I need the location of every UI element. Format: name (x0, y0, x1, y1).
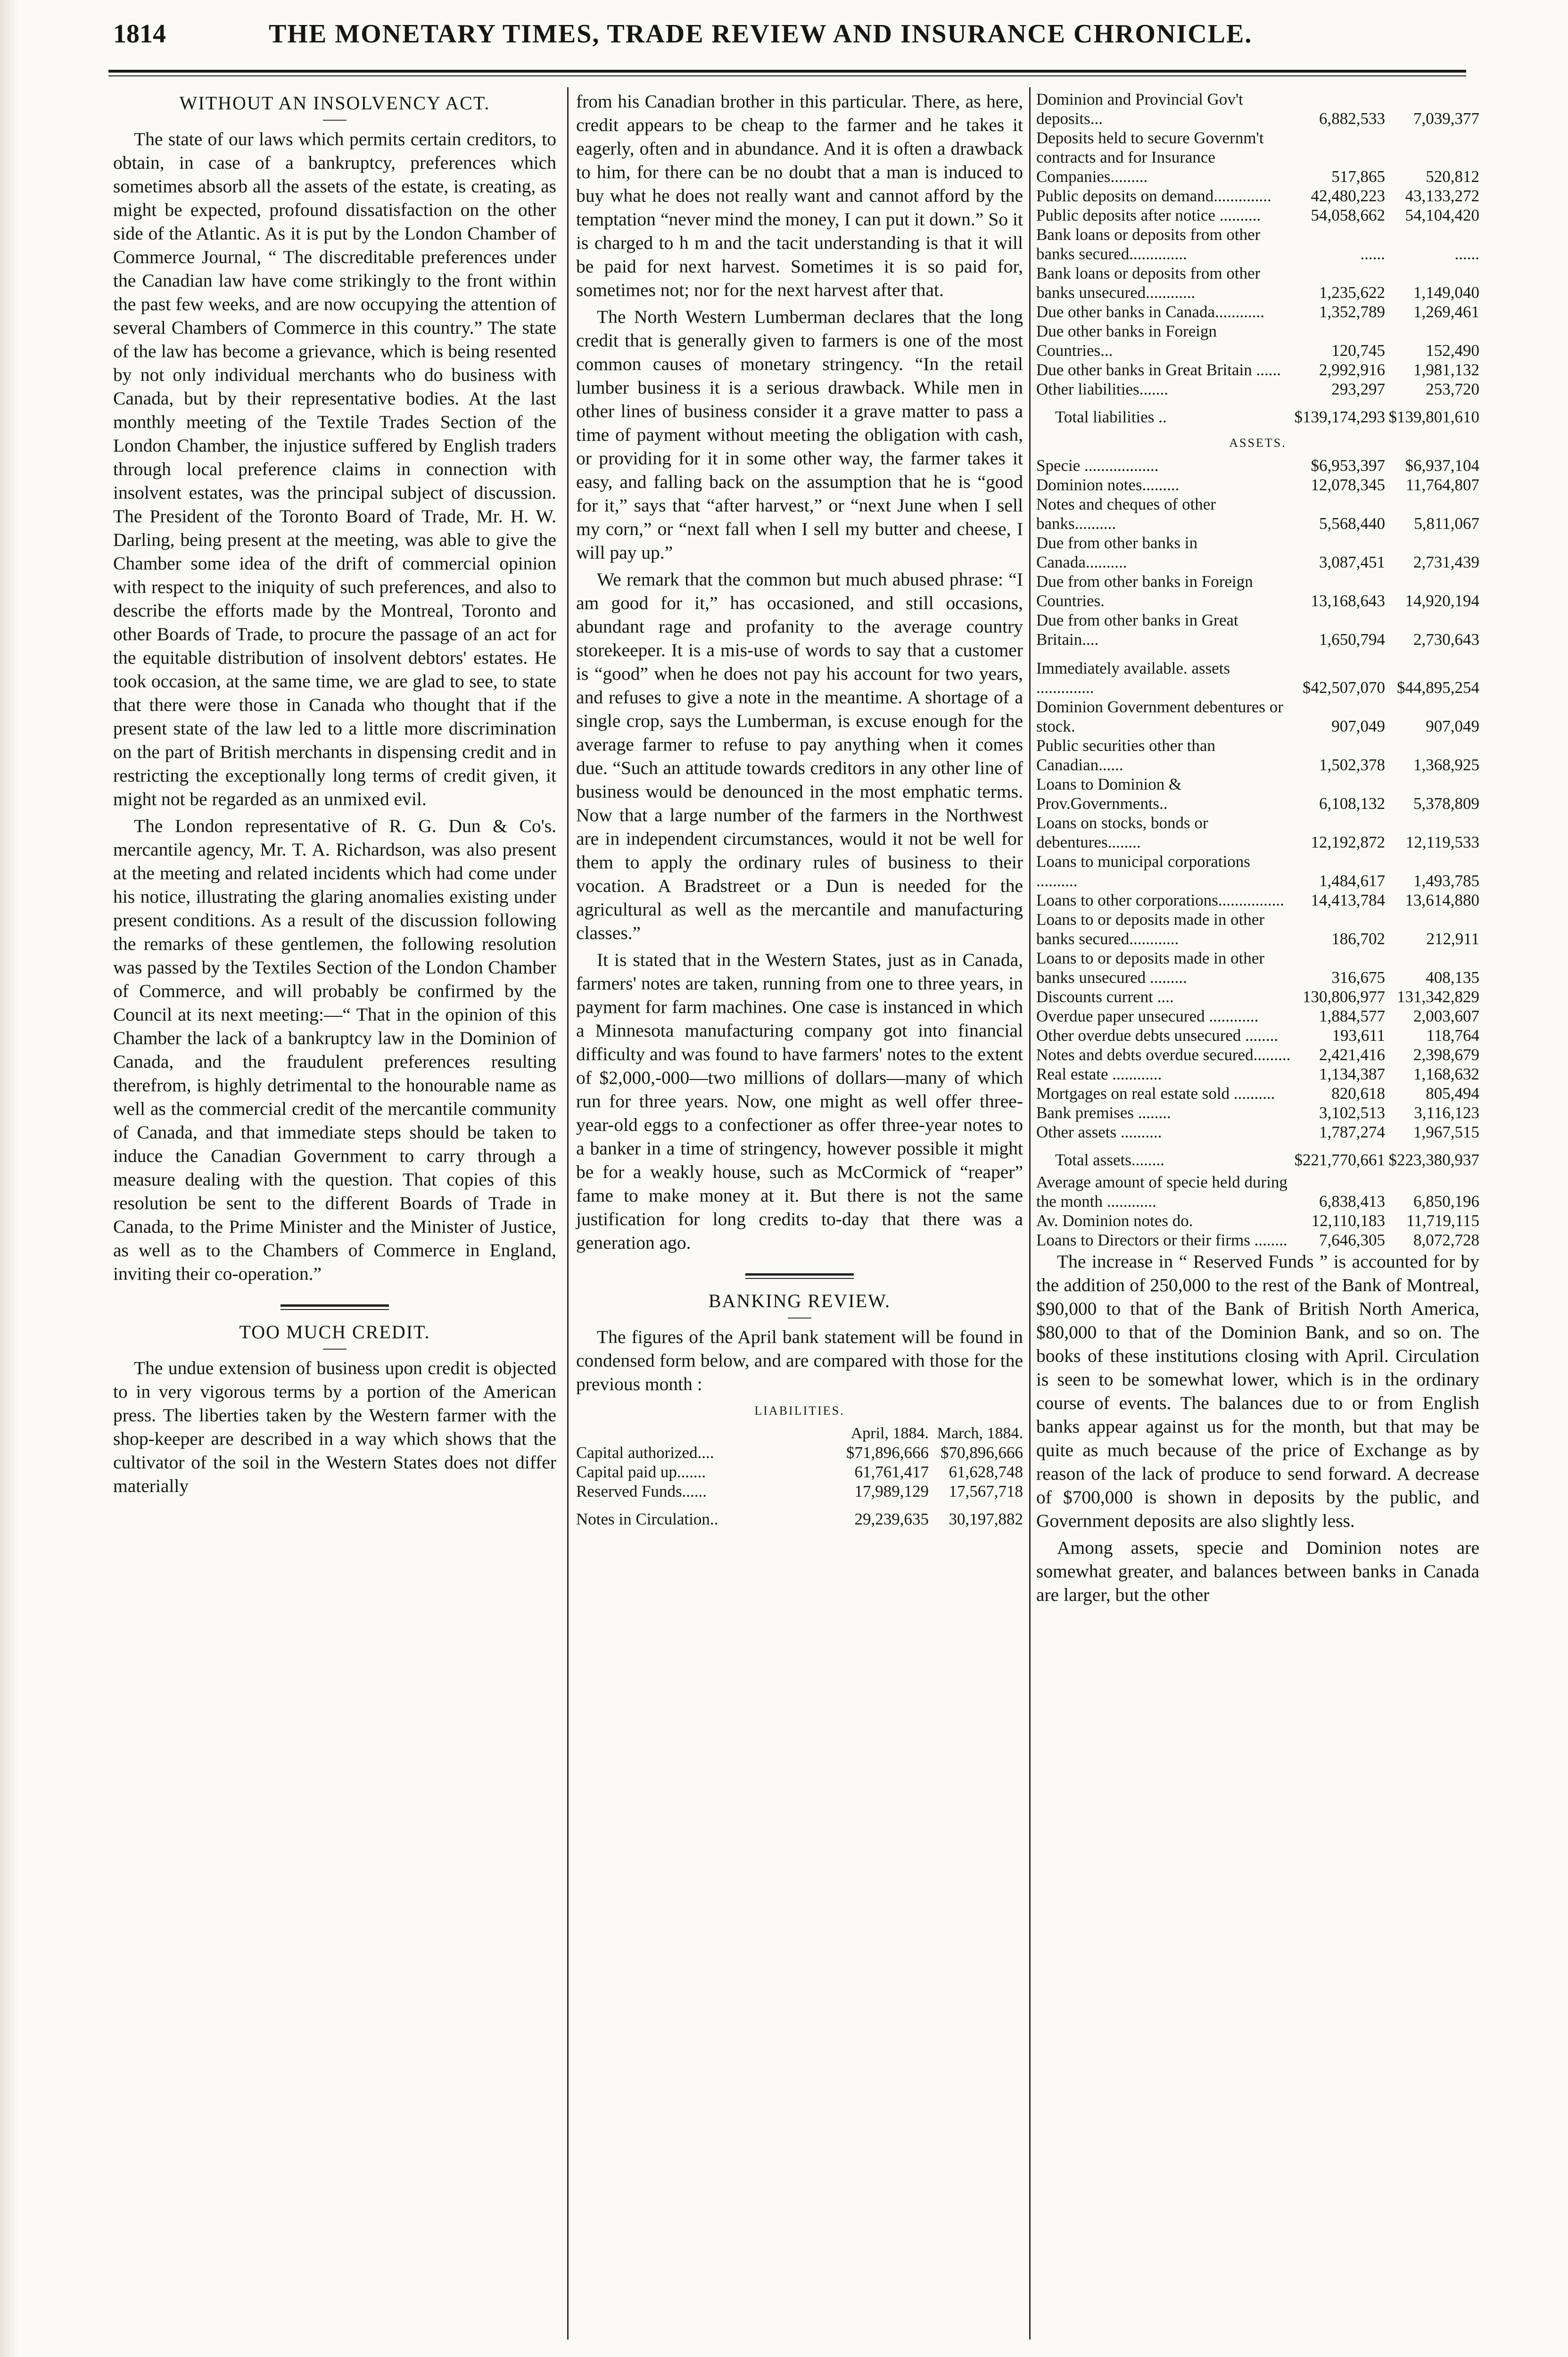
table-row-total: Total assets........ $221,770,661 $223,380,937 (1055, 1151, 1479, 1169)
column-header: April, 1884. (850, 1425, 929, 1442)
column-3 (1036, 90, 1479, 1610)
paragraph: from his Canadian brother in this particular. There, as here, credit appears to be cheap to the farmer and he takes it eagerly, often and in abundance. And it is often a drawback to him, for there can be no doubt that a man is induced to buy what he does not really want and cannot afford by the temptation “never mind the money, I can put it down.” So it is charged to h m and the tacit understanding is that it will be paid for next harvest. Sometimes it is so paid for, sometimes not; nor for the next harvest after that. (576, 91, 1023, 300)
table-row: Other liabilities....... 293,297 253,720 (1036, 380, 1479, 398)
section-divider (745, 1273, 854, 1279)
table-row: Loans to or deposits made in other banks secured............ 186,702 212,911 (1036, 910, 1479, 948)
table-row: Notes and cheques of other banks.......... 5,568,440 5,811,067 (1036, 495, 1479, 533)
table-row: Real estate ............ 1,134,387 1,168,632 (1036, 1065, 1479, 1083)
table-row: Dominion notes......... 12,078,345 11,764,807 (1036, 476, 1479, 494)
table-row: Public securities other than Canadian...... 1,502,378 1,368,925 (1036, 736, 1479, 774)
total-assets-table (1036, 1142, 1479, 1172)
paragraph: The figures of the April bank statement will be found in condensed form below, and are compared with those for the previous month : (576, 1327, 1023, 1394)
page-edge-shadow (0, 0, 19, 2357)
table-row: Loans to or deposits made in other banks unsecured ......... 316,675 408,135 (1036, 949, 1479, 987)
table-row: Deposits held to secure Governm't contracts and for Insurance Companies......... 517,865 520,812 (1036, 129, 1479, 186)
assets-table-continued (1036, 659, 1479, 1142)
header-rule-thin (108, 75, 1466, 76)
table-row: Discounts current .... 130,806,977 131,342,829 (1036, 988, 1479, 1006)
table-row: Bank loans or deposits from other banks secured.............. ...... ...... (1036, 225, 1479, 263)
table-row: Loans on stocks, bonds or debentures........ 12,192,872 12,119,533 (1036, 814, 1479, 851)
table-row: Due other banks in Canada............ 1,352,789 1,269,461 (1036, 303, 1479, 321)
column-1 (113, 90, 556, 1501)
article-heading: BANKING REVIEW. (708, 1290, 891, 1311)
table-row-total: Total liabilities .. $139,174,293 $139,801,610 (1055, 408, 1479, 426)
table-row: Bank loans or deposits from other banks unsecured............ 1,235,622 1,149,040 (1036, 264, 1479, 302)
table-row: Capital paid up....... 61,761,417 61,628,748 (576, 1463, 1023, 1481)
table-row: Other overdue debts unsecured ........ 193,611 118,764 (1036, 1026, 1479, 1045)
paragraph: The undue extension of business upon credit is objected to in very vigorous terms by a portion of the American press. The liberties taken by the Western farmer with the shop-keeper are described in a way which shows that the cultivator of the soil in the Western States does not differ materially (113, 1358, 556, 1496)
averages-table (1036, 1172, 1479, 1250)
table-row: Mortgages on real estate sold .......... 820,618 805,494 (1036, 1084, 1479, 1103)
table-row: Capital authorized.... $71,896,666 $70,896,666 (576, 1443, 1023, 1462)
table-row: Due other banks in Foreign Countries... 120,745 152,490 (1036, 322, 1479, 360)
column-header: March, 1884. (937, 1425, 1023, 1442)
column-divider (567, 87, 569, 2340)
column-2 (576, 90, 1023, 1532)
table-row: Loans to other corporations................ 14,413,784 13,614,880 (1036, 891, 1479, 909)
table-row: Notes in Circulation.. 29,239,635 30,197,882 (576, 1510, 1023, 1528)
assets-table (1036, 456, 1479, 649)
table-caption: ASSETS. (1229, 436, 1287, 450)
table-row: Dominion and Provincial Gov't deposits... 6,882,533 7,039,377 (1036, 90, 1479, 128)
table-row: Overdue paper unsecured ............ 1,884,577 2,003,607 (1036, 1007, 1479, 1025)
article-heading: WITHOUT AN INSOLVENCY ACT. (179, 92, 490, 114)
table-row: Notes and debts overdue secured......... 2,421,416 2,398,679 (1036, 1046, 1479, 1064)
paragraph: It is stated that in the Western States, just as in Canada, farmers' notes are taken, running from one to three years, in payment for farm machines. One case is instanced in which a Minnesota manufacturing company got into financial difficulty and was found to have farmers' notes to the extent of $2,000,-000—two millions of dollars—many of which run for three years. Now, one might as well offer three-year-old eggs to a confectioner as offer three-year notes to a banker in a time of stringency, however possible it might be for a weakly house, such as McCormick of “reaper” fame to make money at it. But there is not the same justification for long credits to-day that there was a generation ago. (576, 949, 1023, 1253)
paragraph: Among assets, specie and Dominion notes are somewhat greater, and balances between banks in Canada are larger, but the other (1036, 1537, 1479, 1605)
liabilities-table-continued (1036, 90, 1479, 399)
table-row: Dominion Government debentures or stock. 907,049 907,049 (1036, 698, 1479, 735)
column-divider (1029, 87, 1031, 2340)
table-row: Public deposits after notice .......... 54,058,662 54,104,420 (1036, 206, 1479, 224)
table-row: Average amount of specie held during the month ............ 6,838,413 6,850,196 (1036, 1173, 1479, 1211)
page-header (113, 16, 1480, 58)
paragraph: The North Western Lumberman declares that the long credit that is generally given to farmers is one of the most common causes of monetary stringency. “In the retail lumber business it is a serious drawback. While men in other lines of business consider it a grave matter to pass a time of payment without meeting the obligation with cash, or providing for it in some other way, the farmer takes it easy, and falling back on the assumption that he is “good for it,” says that “after harvest,” or “next June when I sell my corn,” or “next fall when I sell my butter and cheese, I will pay up.” (576, 306, 1023, 563)
paragraph: The increase in “ Reserved Funds ” is accounted for by the addition of 250,000 to the rest of the Bank of Montreal, $90,000 to that of the Bank of British North America, $80,000 to that of the Dominion Bank, and so on. The books of these institutions closing with April. Circulation is seen to be somewhat lower, which is in the ordinary course of events. The balances due to or from English banks appear against us for the month, but that may be quite as much because of the price of Exchange as by reason of the lack of produce to send forward. A decrease of $700,000 is shown in deposits by the public, and Government deposits are also slightly less. (1036, 1251, 1479, 1531)
total-liabilities-table (1036, 399, 1479, 429)
article-heading: TOO MUCH CREDIT. (239, 1321, 430, 1343)
paragraph: The London representative of R. G. Dun & Co's. mercantile agency, Mr. T. A. Richardson, was also present at the meeting and related incidents which had come under his notice, illustrating the glaring anomalies existing under present conditions. As a result of the discussion following the remarks of these gentlemen, the following resolution was passed by the Textiles Section of the London Chamber of Commerce, and will probably be confirmed by the Council at its next meeting:—“ That in the opinion of this Chamber the lack of a bankruptcy law in the Dominion of Canada, and the fraudulent preferences resulting therefrom, is highly detrimental to the honourable name as well as the commercial credit of the mercantile community of Canada, and that immediate steps should be taken to induce the Canadian Government to carry through a measure dealing with the question. That copies of this resolution be sent to the different Boards of Trade in Canada, to the Prime Minister and the Minister of Justice, as well as to the Chambers of Commerce in England, inviting their co-operation.” (113, 816, 556, 1284)
table-row: Specie .................. $6,953,397 $6,937,104 (1036, 456, 1479, 475)
heading-rule (788, 1318, 811, 1319)
table-row: Immediately available. assets .............. $42,507,070 $44,895,254 (1036, 659, 1479, 697)
table-row: Due from other banks in Great Britain.... 1,650,794 2,730,643 (1036, 611, 1479, 649)
table-row: Loans to Dominion & Prov.Governments.. 6,108,132 5,378,809 (1036, 775, 1479, 813)
table-row: Reserved Funds...... 17,989,129 17,567,718 (576, 1482, 1023, 1500)
paragraph: The state of our laws which permits certain creditors, to obtain, in case of a bankruptcy, preferences which sometimes absorb all the assets of the estate, is creating, as might be expected, profound dissatisfaction on the other side of the Atlantic. As it is put by the London Chamber of Commerce Journal, “ The discreditable preferences under the Canadian law have come strikingly to the front within the past few weeks, and are now occupying the attention of several Chambers of Commerce in this country.” The state of the law has become a grievance, which is being resented by not only individual merchants who do business with Canada, but by their representative bodies. At the last monthly meeting of the Textile Trades Section of the London Chamber, the injustice suffered by English traders through local preference claims in connection with insolvent estates, was the principal subject of discussion. The President of the Toronto Board of Trade, Mr. H. W. Darling, being present at the meeting, was able to give the Chamber some idea of the drift of commercial opinion with respect to the iniquity of such preferences, and also to describe the efforts made by the Montreal, Toronto and other Boards of Trade, to procure the passage of an act for the equitable distribution of insolvent debtors' estates. He took occasion, at the same time, we are glad to see, to state that there were those in Canada who thought that if the present state of the law led to a little more discrimination on the part of British merchants in dispensing credit and in restricting the exceptionally long terms of credit given, it might not be regarded as an unmixed evil. (113, 129, 556, 809)
heading-rule (323, 1349, 347, 1350)
table-caption: LIABILITIES. (754, 1404, 845, 1417)
table-row: Av. Dominion notes do. 12,110,183 11,719,115 (1036, 1211, 1479, 1230)
header-rule-thick (108, 70, 1466, 73)
page-number: 1814 (113, 19, 166, 49)
heading-rule (323, 120, 347, 121)
paragraph: We remark that the common but much abused phrase: “I am good for it,” has occasioned, and still occasions, abundant rage and profanity to the average country storekeeper. It is a mis-use of words to say that a customer is “good” when he does not pay his account for two years, and refuses to give a note in the meantime. A shortage of a single crop, says the Lumberman, is excuse enough for the average farmer to refuse to pay anything when it comes due. “Such an attitude towards creditors in any other line of business would be denounced in the most emphatic terms. Now that a large number of the farmers in the Northwest are in independent circumstances, would it not be well for them to apply the ordinary rules of business to their vocation. A Bradstreet or a Dun is needed for the agricultural as well as the mercantile and manufacturing classes.” (576, 569, 1023, 943)
table-row: Due other banks in Great Britain ...... 2,992,916 1,981,132 (1036, 361, 1479, 379)
section-divider (281, 1304, 389, 1310)
table-row: Loans to municipal corporations .......... 1,484,617 1,493,785 (1036, 852, 1479, 890)
table-header-row (576, 1424, 1023, 1443)
table-row: Other assets .......... 1,787,274 1,967,515 (1036, 1123, 1479, 1141)
table-row: Public deposits on demand.............. 42,480,223 43,133,272 (1036, 187, 1479, 205)
masthead-title: THE MONETARY TIMES, TRADE REVIEW AND INSURANCE CHRONICLE. (269, 19, 1253, 49)
table-row: Due from other banks in Foreign Countries. 13,168,643 14,920,194 (1036, 572, 1479, 610)
liabilities-table (576, 1424, 1023, 1532)
table-row: Due from other banks in Canada.......... 3,087,451 2,731,439 (1036, 534, 1479, 571)
table-row: Loans to Directors or their firms ........ 7,646,305 8,072,728 (1036, 1231, 1479, 1249)
table-row: Bank premises ........ 3,102,513 3,116,123 (1036, 1104, 1479, 1122)
